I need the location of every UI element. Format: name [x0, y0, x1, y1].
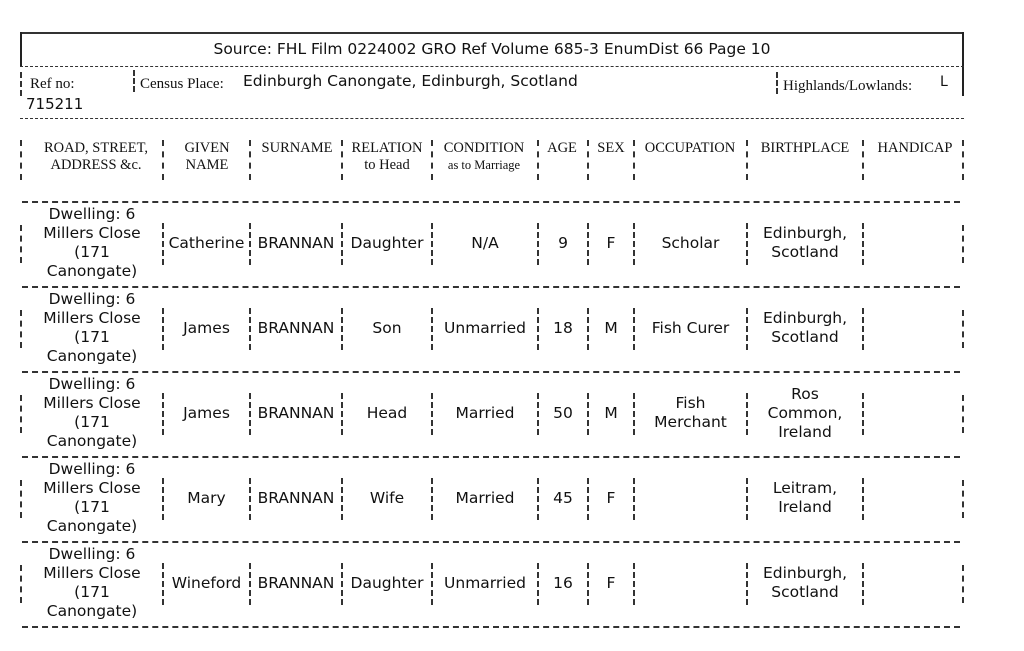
cell-address-text: Millers Close [43, 394, 141, 412]
cell-condition [433, 458, 537, 538]
cell-occupation-text: Fish [675, 394, 706, 412]
header-divider [341, 140, 343, 180]
cell-condition-text: Unmarried [444, 318, 526, 337]
cell-surname [251, 543, 341, 623]
header-given-line1: GIVEN [184, 140, 230, 156]
row-divider [962, 395, 964, 433]
header-divider [862, 140, 864, 180]
cell-address-text: Canongate) [46, 347, 138, 365]
cell-surname [251, 373, 341, 453]
cell-occupation [635, 373, 746, 453]
cell-occupation [635, 458, 746, 538]
cell-birthplace-text: Ireland [778, 422, 832, 441]
cell-sex [589, 373, 633, 453]
cell-address-text: Dwelling: 6 [48, 460, 136, 478]
cell-address [22, 543, 162, 623]
cell-surname-text: BRANNAN [257, 488, 335, 507]
cell-given-text: Mary [187, 488, 226, 507]
cell-address-text: (171 [74, 498, 110, 516]
cell-surname-text: BRANNAN [257, 573, 335, 592]
cell-given-text: James [183, 318, 230, 337]
cell-surname-text: BRANNAN [257, 318, 335, 337]
header-divider [633, 140, 635, 180]
top-border [20, 32, 964, 34]
cell-surname [251, 458, 341, 538]
cell-given-text: Catherine [168, 233, 245, 252]
cell-address [22, 288, 162, 368]
cell-birthplace-text: Edinburgh, [762, 309, 848, 327]
cell-given-text: Wineford [171, 573, 242, 592]
cell-relation [343, 458, 431, 538]
header-handicap: HANDICAP [877, 140, 953, 156]
header-given-name [166, 140, 248, 174]
cell-sex [589, 458, 633, 538]
cell-occupation-text: Merchant [654, 413, 727, 431]
header-condition-line1: CONDITION [443, 140, 525, 156]
header-relation-line1: RELATION [351, 140, 423, 156]
cell-address-text: Millers Close [43, 309, 141, 327]
header-divider [587, 140, 589, 180]
cell-condition [433, 373, 537, 453]
cell-address-text: (171 [74, 328, 110, 346]
cell-age-text: 16 [553, 573, 573, 592]
source-line: Source: FHL Film 0224002 GRO Ref Volume 685-3 EnumDist 66 Page 10 [213, 40, 771, 58]
cell-birthplace [748, 373, 862, 453]
cell-address-text: Dwelling: 6 [48, 290, 136, 308]
cell-condition [433, 203, 537, 283]
header-given-line2: NAME [185, 157, 229, 173]
cell-handicap [864, 203, 962, 283]
header-divider [537, 140, 539, 180]
cell-birthplace-text: Scotland [771, 583, 839, 601]
box-bottom-border [20, 118, 964, 119]
cell-relation [343, 543, 431, 623]
header-surname: SURNAME [261, 140, 333, 156]
cell-birthplace-text: Ireland [778, 498, 832, 516]
cell-address-text: (171 [74, 413, 110, 431]
census-divider [133, 70, 135, 92]
cell-birthplace-text: Ros [791, 384, 819, 403]
cell-address [22, 203, 162, 283]
cell-given [164, 373, 249, 453]
header-relation [344, 140, 430, 174]
header-condition-line2: as to Marriage [447, 158, 521, 172]
cell-sex [589, 288, 633, 368]
hl-divider [776, 72, 778, 94]
cell-address-text: Canongate) [46, 262, 138, 280]
cell-age-text: 50 [553, 403, 573, 422]
cell-age-text: 9 [558, 233, 568, 252]
cell-sex-text: M [604, 403, 618, 422]
cell-birthplace [748, 458, 862, 538]
cell-sex-text: F [606, 233, 616, 252]
cell-birthplace [748, 288, 862, 368]
cell-sex-text: M [604, 318, 618, 337]
cell-surname [251, 288, 341, 368]
cell-address-text: Canongate) [46, 432, 138, 450]
cell-address-text: Canongate) [46, 517, 138, 535]
cell-occupation [635, 203, 746, 283]
cell-address [22, 458, 162, 538]
cell-condition-text: Unmarried [444, 573, 526, 592]
cell-occupation-text: Fish Curer [651, 318, 730, 337]
cell-condition-text: N/A [471, 233, 499, 252]
header-divider [162, 140, 164, 180]
row-divider [962, 225, 964, 263]
cell-condition [433, 543, 537, 623]
cell-relation-text: Daughter [350, 233, 424, 252]
header-divider [431, 140, 433, 180]
cell-given [164, 543, 249, 623]
census-place-label: Census Place: [140, 76, 224, 92]
header-condition [434, 140, 534, 174]
cell-surname-text: BRANNAN [257, 403, 335, 422]
cell-address-text: Dwelling: 6 [48, 205, 136, 223]
highlands-lowlands-value: L [940, 74, 948, 90]
cell-relation [343, 288, 431, 368]
cell-address-text: Millers Close [43, 479, 141, 497]
cell-age [539, 288, 587, 368]
cell-birthplace-text: Common, [767, 403, 843, 422]
cell-handicap [864, 288, 962, 368]
cell-handicap [864, 543, 962, 623]
ref-left-tick [20, 72, 22, 96]
cell-relation-text: Head [366, 403, 408, 422]
cell-age [539, 458, 587, 538]
header-road-line1: ROAD, STREET, [43, 140, 149, 156]
ref-label: Ref no: [30, 76, 75, 92]
cell-occupation-text: Scholar [661, 233, 720, 252]
cell-address [22, 373, 162, 453]
header-divider [249, 140, 251, 180]
cell-given [164, 288, 249, 368]
cell-relation [343, 203, 431, 283]
header-birthplace: BIRTHPLACE [760, 140, 850, 156]
cell-birthplace-text: Scotland [771, 328, 839, 346]
cell-age [539, 203, 587, 283]
cell-address-text: Millers Close [43, 564, 141, 582]
header-relation-line2: to Head [364, 157, 410, 173]
cell-handicap [864, 373, 962, 453]
cell-handicap [864, 458, 962, 538]
row-divider [962, 565, 964, 603]
header-divider [20, 140, 22, 180]
cell-age-text: 18 [553, 318, 573, 337]
cell-surname [251, 203, 341, 283]
cell-birthplace [748, 543, 862, 623]
cell-occupation [635, 288, 746, 368]
cell-condition [433, 288, 537, 368]
cell-birthplace [748, 203, 862, 283]
census-place-value: Edinburgh Canongate, Edinburgh, Scotland [243, 72, 578, 90]
cell-age [539, 373, 587, 453]
cell-age-text: 45 [553, 488, 573, 507]
cell-given [164, 458, 249, 538]
cell-address-text: (171 [74, 243, 110, 261]
header-road-line2: ADDRESS &c. [50, 157, 142, 173]
header-divider [962, 140, 964, 180]
row-divider [962, 310, 964, 348]
cell-condition-text: Married [455, 488, 515, 507]
cell-condition-text: Married [455, 403, 515, 422]
cell-occupation [635, 543, 746, 623]
cell-relation-text: Son [372, 318, 402, 337]
header-road [28, 140, 164, 174]
table-bottom-rule [22, 626, 960, 628]
cell-birthplace-text: Edinburgh, [762, 564, 848, 582]
ref-value: 715211 [26, 95, 84, 113]
row-divider [962, 480, 964, 518]
cell-address-text: (171 [74, 583, 110, 601]
header-age: AGE [547, 140, 577, 156]
cell-relation-text: Daughter [350, 573, 424, 592]
header-divider [746, 140, 748, 180]
cell-address-text: Millers Close [43, 224, 141, 242]
cell-age [539, 543, 587, 623]
header-occupation: OCCUPATION [644, 140, 736, 156]
cell-address-text: Dwelling: 6 [48, 375, 136, 393]
cell-sex [589, 203, 633, 283]
cell-sex [589, 543, 633, 623]
header-sex: SEX [597, 140, 625, 156]
cell-address-text: Canongate) [46, 602, 138, 620]
cell-surname-text: BRANNAN [257, 233, 335, 252]
cell-given [164, 203, 249, 283]
cell-given-text: James [183, 403, 230, 422]
cell-relation [343, 373, 431, 453]
cell-sex-text: F [606, 573, 616, 592]
cell-birthplace-text: Scotland [771, 243, 839, 261]
cell-birthplace-text: Leitram, [772, 479, 838, 497]
cell-birthplace-text: Edinburgh, [762, 224, 848, 242]
source-divider [20, 66, 964, 67]
cell-sex-text: F [606, 488, 616, 507]
cell-relation-text: Wife [369, 488, 405, 507]
cell-address-text: Dwelling: 6 [48, 545, 136, 563]
highlands-lowlands-label: Highlands/Lowlands: [783, 78, 913, 94]
